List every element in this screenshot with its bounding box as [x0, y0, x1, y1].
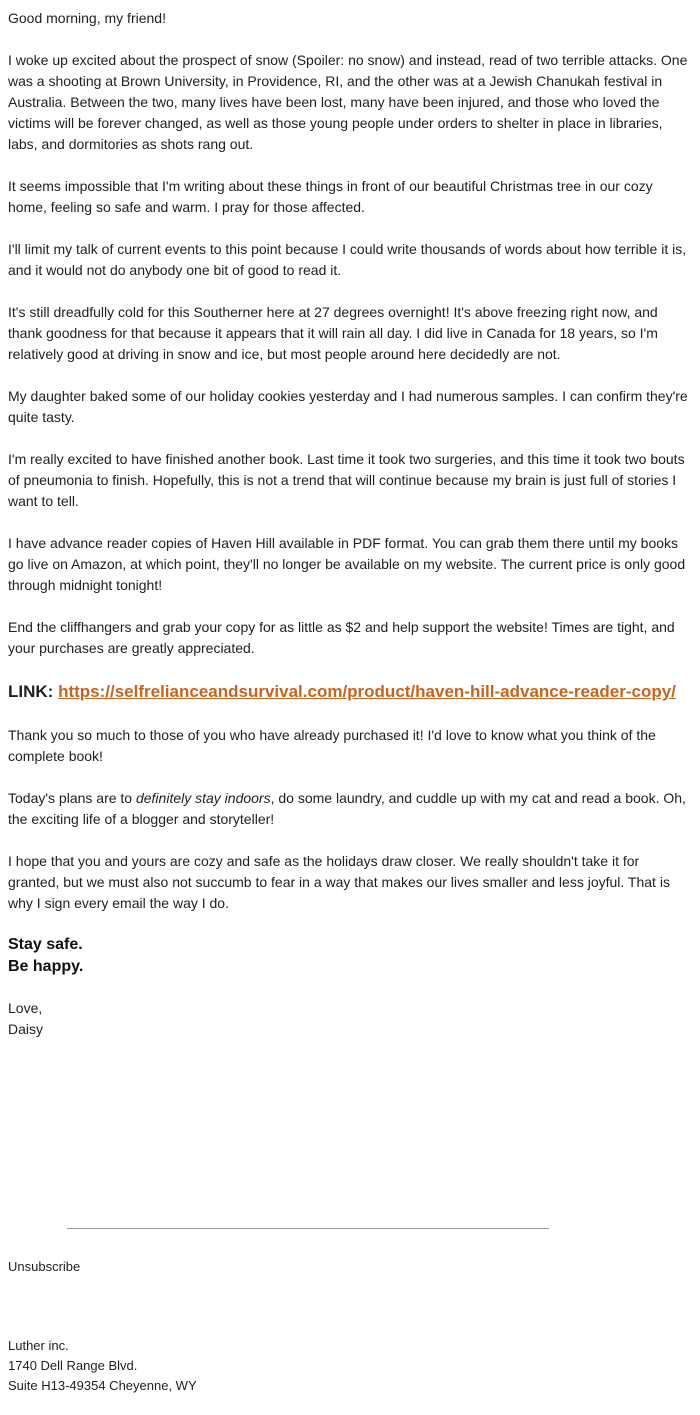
paragraph-christmas-tree: It seems impossible that I'm writing about these things in front of our beautiful Christmas tree in our cozy home, feeling so safe and warm. I pray for those affected. [8, 178, 653, 215]
address-line-1: 1740 Dell Range Blvd. [8, 1358, 138, 1373]
address-line-2: Suite H13-49354 Cheyenne, WY [8, 1378, 197, 1393]
signoff [8, 934, 694, 978]
paragraph-current-events: I'll limit my talk of current events to this point because I could write thousands of words about how terrible it is, and it would not do anybody one bit of good to read it. [8, 241, 687, 278]
signature-name: Daisy [8, 1021, 44, 1037]
unsubscribe-link[interactable]: Unsubscribe [8, 1259, 81, 1274]
paragraph-cookies: My daughter baked some of our holiday cookies yesterday and I had numerous samples. I can confirm they're quite tasty. [8, 388, 688, 425]
signature-block [8, 998, 694, 1040]
plans-after: , do some laundry, and cuddle up with my cat and read a book. Oh, the exciting life of a blogger and storyteller! [8, 790, 686, 827]
haven-hill-product-link[interactable]: https://selfrelianceandsurvival.com/product/haven-hill-advance-reader-copy/ [58, 682, 676, 701]
greeting: Good morning, my friend! [8, 10, 166, 26]
link-block [8, 680, 694, 704]
paragraph-cliffhangers: End the cliffhangers and grab your copy for as little as $2 and help support the website! Times are tight, and your purchases are greatly appreciated. [8, 619, 675, 656]
footer-divider [67, 1228, 549, 1229]
paragraph-snow-attacks: I woke up excited about the prospect of snow (Spoiler: no snow) and instead, read of two terrible attacks. One was a shooting at Brown University, in Providence, RI, and the other was at a Jewish Chanukah festival in Australia. Between the two, many lives have been lost, many have been injured, and those who loved the victims will be forever changed, as well as those young people under orders to shelter in place in libraries, labs, and dormitories as shots rang out. [8, 52, 688, 152]
paragraph-thank-you: Thank you so much to those of you who have already purchased it! I'd love to know what you think of the complete book! [8, 727, 656, 764]
plans-emphasis: definitely stay indoors [135, 790, 271, 806]
paragraph-new-book: I'm really excited to have finished another book. Last time it took two surgeries, and this time it took two bouts of pneumonia to finish. Hopefully, this is not a trend that will continue because my brain is just full of stories I want to tell. [8, 451, 685, 509]
signoff-be-happy: Be happy. [8, 958, 84, 975]
love-text: Love, [8, 1000, 43, 1016]
link-label: LINK: [8, 682, 54, 701]
footer-address [8, 1336, 197, 1396]
paragraph-cold-weather: It's still dreadfully cold for this Southerner here at 27 degrees overnight! It's above freezing right now, and thank goodness for that because it appears that it will rain all day. I did live in Canada for 18 years, so I'm relatively good at driving in snow and ice, but most people around here decidedly are not. [8, 304, 658, 362]
paragraph-closing: I hope that you and yours are cozy and safe as the holidays draw closer. We really shouldn't take it for granted, but we must also not succumb to fear in a way that makes our lives smaller and less joyful. That is why I sign every email the way I do. [8, 853, 670, 911]
plans-before: Today's plans are to [8, 790, 136, 806]
signoff-stay-safe: Stay safe. [8, 936, 83, 953]
paragraph-advance-copies: I have advance reader copies of Haven Hill available in PDF format. You can grab them there until my books go live on Amazon, at which point, they'll no longer be available on my website. The current price is only good through midnight tonight! [8, 535, 686, 593]
company-name: Luther inc. [8, 1338, 69, 1353]
email-body [8, 0, 694, 1040]
paragraph-todays-plans [8, 788, 694, 830]
